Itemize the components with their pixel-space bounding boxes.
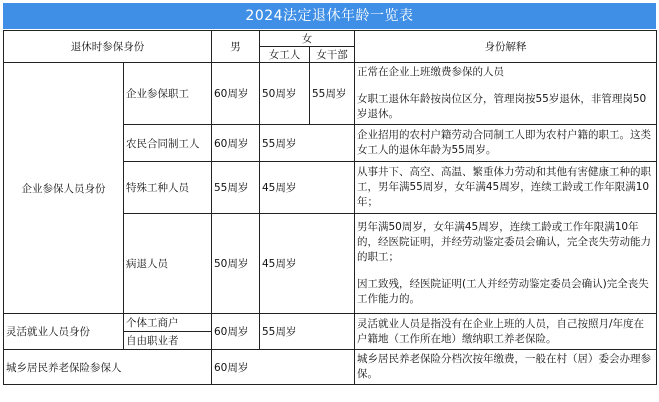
row-type: 病退人员 xyxy=(124,214,212,314)
header-female-cadre: 女干部 xyxy=(310,47,355,63)
header-row-1 xyxy=(4,31,657,47)
description-line: 男年满50周岁，女年满45周岁，连续工龄或工作年限满10年的，经医院证明，并经劳动鉴定委员会确认，完全丧失劳动能力的职工； xyxy=(357,221,651,263)
description-line: 女职工退休年龄按岗位区分，管理岗按55岁退休，非管理岗50岁退休。 xyxy=(357,93,647,120)
row-male-age: 60周岁 xyxy=(212,63,260,125)
row-male-age: 55周岁 xyxy=(212,162,260,214)
row-female-cadre-age: 55周岁 xyxy=(310,63,355,125)
row-description: 城乡居民养老保险分档次按年缴费，一般在村（居）委会办理参保。 xyxy=(355,350,657,385)
row-female-age: 55周岁 xyxy=(260,125,355,162)
row-type: 农民合同制工人 xyxy=(124,125,212,162)
header-female: 女 xyxy=(260,31,355,47)
row-description xyxy=(355,214,657,314)
description-line: 因工致残，经医院证明(工人并经劳动鉴定委员会确认)完全丧失工作能力的。 xyxy=(357,278,649,305)
row-female-worker-age: 50周岁 xyxy=(260,63,310,125)
header-female-worker: 女工人 xyxy=(260,47,310,63)
row-type: 特殊工种人员 xyxy=(124,162,212,214)
row-type: 企业参保职工 xyxy=(124,63,212,125)
row-male-age: 50周岁 xyxy=(212,214,260,314)
row-female-age: 45周岁 xyxy=(260,162,355,214)
header-male: 男 xyxy=(212,31,260,63)
row-type: 自由职业者 xyxy=(124,332,212,350)
row-type: 个体工商户 xyxy=(124,314,212,332)
row-description: 灵活就业人员是指没有在企业上班的人员，自己按照月/年度在户籍地（工作所在地）缴纳职工养老保险。 xyxy=(355,314,657,350)
table-row xyxy=(4,350,657,385)
row-description: 企业招用的农村户籍劳动合同制工人即为农村户籍的职工。这类女工人的退休年龄为55周岁。 xyxy=(355,125,657,162)
table-row xyxy=(4,63,657,125)
row-male-age: 60周岁 xyxy=(212,350,355,385)
row-description: 从事井下、高空、高温、繁重体力劳动和其他有害健康工种的职工，男年满55周岁，女年满45周岁，连续工龄或工作年限满10年； xyxy=(355,162,657,214)
row-female-age: 55周岁 xyxy=(260,314,355,350)
header-explain: 身份解释 xyxy=(355,31,657,63)
table-title: 2024法定退休年龄一览表 xyxy=(3,3,656,29)
group-enterprise: 企业参保人员身份 xyxy=(4,63,124,314)
retirement-age-table xyxy=(3,30,657,385)
description-line: 正常在企业上班缴费参保的人员 xyxy=(357,66,504,78)
group-flexible: 灵活就业人员身份 xyxy=(4,314,124,350)
group-resident: 城乡居民养老保险参保人 xyxy=(4,350,212,385)
row-male-age: 60周岁 xyxy=(212,125,260,162)
row-description xyxy=(355,63,657,125)
row-female-age: 45周岁 xyxy=(260,214,355,314)
header-category: 退休时参保身份 xyxy=(4,31,212,63)
table-row xyxy=(4,314,657,332)
retirement-age-table-page xyxy=(3,3,656,399)
row-male-age: 60周岁 xyxy=(212,314,260,350)
